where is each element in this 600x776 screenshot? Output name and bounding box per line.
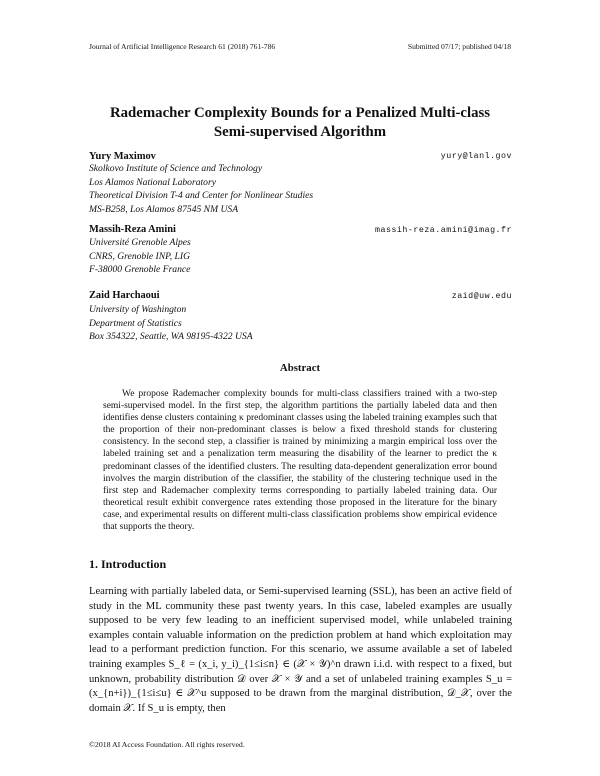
affiliation-line: Los Alamos National Laboratory: [89, 176, 216, 188]
affiliation-line: MS-B258, Los Alamos 87545 NM USA: [89, 203, 239, 215]
affiliation-line: Box 354322, Seattle, WA 98195-4322 USA: [89, 331, 253, 343]
affiliation-line: F-38000 Grenoble France: [89, 264, 191, 276]
paper-title: [0, 104, 600, 141]
section-heading: 1. Introduction: [89, 557, 167, 571]
author-affiliation: [89, 303, 253, 344]
title-line-2: Semi-supervised Algorithm: [213, 123, 387, 140]
submission-dates: Submitted 07/17; published 04/18: [407, 42, 511, 51]
author-affiliation: [89, 236, 191, 277]
author-affiliation: [89, 162, 313, 216]
title-line-1: Rademacher Complexity Bounds for a Penalized Multi-class: [109, 105, 491, 121]
affiliation-line: University of Washington: [89, 304, 187, 315]
affiliation-line: Skolkovo Institute of Science and Technology: [89, 163, 263, 174]
author-name: Yury Maximov: [89, 151, 156, 162]
author-email[interactable]: zaid@uw.edu: [451, 292, 512, 301]
affiliation-line: CNRS, Grenoble INP, LIG: [89, 250, 191, 262]
affiliation-line: Université Grenoble Alpes: [89, 237, 191, 248]
abstract-heading: Abstract: [279, 362, 321, 374]
affiliation-line: Theoretical Division T-4 and Center for Nonlinear Studies: [89, 190, 314, 202]
abstract-text: We propose Rademacher complexity bounds for multi-class classifiers trained with a two-step semi-supervised model. In the first step, the algorithm partitions the partially labeled data and then identifies dense clusters containing κ predominant classes using the labeled training examples such that the proportion of their non-predominant classes is below a fixed threshold stands for clustering consistency. In the second step, a classifier is trained by minimizing a margin empirical loss over the labeled training set and a penalization term measuring the disability of the learner to predict the κ predominant classes of the identified clusters. The resulting data-dependent generalization error bound involves the margin distribution of the classifier, the stability of the clustering technique used in the first step and Rademacher complexity terms corresponding to partially labeled training data. Our theoretical result exhibit convergence rates extending those proposed in the literature for the binary case, and experimental results on different multi-class classification problems show empirical evidence that supports the theory.: [103, 389, 497, 533]
author-name: Zaid Harchaoui: [89, 290, 160, 301]
author-email[interactable]: yury@lanl.gov: [440, 152, 512, 161]
author-email[interactable]: massih-reza.amini@imag.fr: [375, 226, 512, 235]
journal-header: Journal of Artificial Intelligence Research 61 (2018) 761-786: [89, 42, 276, 51]
section-body: Learning with partially labeled data, or Semi-supervised learning (SSL), has been an active field of study in the ML community these past twenty years. In this case, labeled examples are usually supposed to be very few leading to an inefficient supervised model, while unlabeled training examples contain valuable information on the prediction problem at hand which exploitation may lead to a performant prediction function. For this scenario, we assume available a set of labeled training examples S_ℓ = (x_i, y_i)_{1≤i≤n} ∈ (𝒳 × 𝒴)^n drawn i.i.d. with respect to a fixed, but unknown, probability distribution 𝒟 over 𝒳 × 𝒴 and a set of unlabeled training examples S_u = (x_{n+i})_{1≤i≤u} ∈ 𝒳^u supposed to be drawn from the marginal distribution, 𝒟_𝒳, over the domain 𝒳. If S_u is empty, then: [89, 586, 512, 714]
affiliation-line: Department of Statistics: [89, 317, 182, 329]
author-name: Massih-Reza Amini: [89, 224, 176, 235]
copyright-footer: ©2018 AI Access Foundation. All rights reserved.: [89, 740, 245, 749]
